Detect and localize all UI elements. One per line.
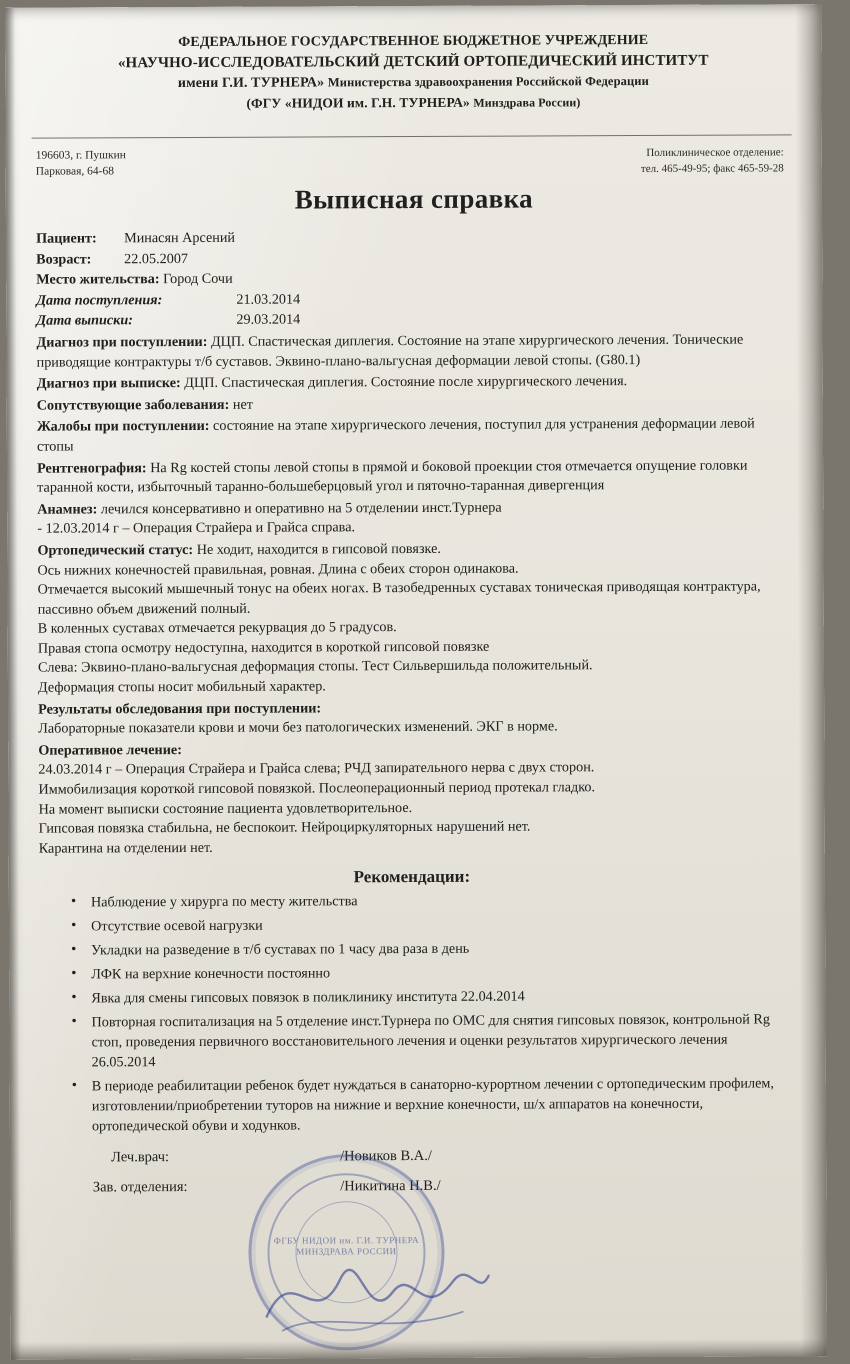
recommendations-title: Рекомендации:	[353, 867, 471, 887]
signature-head-name: /Никитина Н.В./	[340, 1177, 441, 1194]
section-comorbidities-text: нет	[232, 396, 253, 413]
section-orthopedic-status-label: Ортопедический статус:	[37, 541, 194, 559]
status-line-knees: В коленных суставах отмечается рекурвация до 5 градусов.	[37, 619, 397, 637]
list-item: • В периоде реабилитации ребенок будет нуждаться в санаторно-курортном лечении с ортопедическим профилем, изготовлении/приобретении туторов на нижние и верхние конечности, ш/х аппаратов на конечности, ортопедической обуви и ходунков.	[70, 1073, 786, 1136]
field-patient-label: Пациент:	[36, 230, 97, 247]
section-radiography	[37, 456, 783, 498]
operative-line-2: Иммобилизация короткой гипсовой повязкой. Послеоперационный период протекал гладко.	[38, 779, 596, 798]
field-patient	[36, 226, 782, 249]
section-operative-treatment-label: Оперативное лечение:	[38, 741, 182, 759]
section-anamnesis-label: Анамнез:	[37, 501, 98, 518]
list-item: • Повторная госпитализация на 5 отделение инст.Турнера по ОМС для снятия гипсовых повязок, контрольной Rg стоп, проведения первичного восстановительного лечения и оценки результатов хирургического лечения 26.05.2014	[69, 1009, 785, 1072]
document-title: Выписная справка	[294, 183, 534, 215]
field-admission-date	[36, 288, 782, 311]
handwritten-signature	[262, 1238, 492, 1349]
field-patient-value: Минасян Арсений	[124, 229, 236, 247]
section-admission-diagnosis	[36, 330, 782, 372]
signature-head	[40, 1175, 786, 1198]
section-discharge-diagnosis-label: Диагноз при выписке:	[36, 375, 181, 392]
operative-line-4: Гипсовая повязка стабильна, не беспокоит. Нейроциркуляторных нарушений нет.	[38, 818, 531, 837]
field-age	[36, 247, 782, 270]
list-item: • Наблюдение у хирурга по месту жительства	[69, 889, 785, 912]
operative-line-3: На момент выписки состояние пациента удовлетворительное.	[38, 799, 413, 818]
operative-line-5: Карантина на отделении нет.	[38, 839, 213, 857]
field-admission-date-value: 21.03.2014	[236, 291, 301, 308]
document-body	[36, 226, 786, 1207]
clinic-department: Поликлиническое отделение:	[646, 146, 784, 159]
section-complaints-text: состояние на этапе хирургического лечения, поступил для устранения деформации левой стопы	[36, 415, 755, 455]
list-item: • Отсутствие осевой нагрузки	[69, 913, 785, 936]
list-item: • ЛФК на верхние конечности постоянно	[69, 961, 785, 984]
section-discharge-diagnosis	[37, 372, 783, 395]
address-line-2: Парковая, 64-68	[35, 165, 114, 178]
section-anamnesis-operation-text: - 12.03.2014 г – Операция Страйера и Грайса справа.	[37, 519, 356, 537]
institution-header	[5, 4, 821, 115]
header-line-3-bold: имени Г.И. ТУРНЕРА»	[177, 75, 325, 92]
section-comorbidities-label: Сопутствующие заболевания:	[36, 396, 230, 414]
status-line-mobility: Деформация стопы носит мобильный характер.	[37, 678, 326, 696]
field-age-label: Возраст:	[36, 251, 92, 268]
clinic-contacts	[641, 144, 784, 177]
header-line-4	[53, 91, 773, 114]
signature-doctor	[40, 1145, 786, 1168]
section-discharge-diagnosis-text: ДЦП. Спастическая диплегия. Состояние после хирургического лечения.	[184, 373, 628, 392]
section-radiography-label: Рентгенография:	[37, 459, 147, 477]
section-examination-results-label: Результаты обследования при поступлении:	[38, 700, 322, 718]
signature-head-role: Зав. отделения:	[92, 1178, 188, 1196]
field-age-value: 22.05.2007	[124, 250, 189, 267]
field-admission-date-label: Дата поступления:	[36, 291, 163, 309]
header-line-2: «НАУЧНО-ИССЛЕДОВАТЕЛЬСКИЙ ДЕТСКИЙ ОРТОПЕДИЧЕСКИЙ ИНСТИТУТ	[117, 52, 709, 72]
section-complaints-label: Жалобы при поступлении:	[36, 418, 210, 435]
field-residence-label: Место жительства:	[36, 271, 160, 288]
section-comorbidities	[37, 393, 783, 416]
signature-doctor-name: /Новиков В.А./	[340, 1147, 432, 1165]
section-orthopedic-status-text: Не ходит, находится в гипсовой повязке.	[196, 540, 441, 558]
scanned-sheet	[5, 4, 827, 1360]
section-radiography-text: На Rg костей стопы левой стопы в прямой и боковой проекции стоя отмечается опущение головки таранной кости, избыточный таранно-большеберцовый угол и пяточно-таранная дивергенция	[37, 457, 748, 496]
header-line-1: ФЕДЕРАЛЬНОЕ ГОСУДАРСТВЕННОЕ БЮДЖЕТНОЕ УЧРЕЖДЕНИЕ	[178, 32, 649, 51]
operative-line-1: 24.03.2014 г – Операция Страйера и Грайса слева; РЧД запирательного нерва с двух сторон.	[38, 759, 595, 779]
section-complaints	[37, 415, 783, 457]
header-line-4-small: Минздрава России)	[473, 95, 581, 110]
address-line-1: 196603, г. Пушкин	[35, 149, 126, 162]
field-residence-value: Город Сочи	[163, 270, 233, 288]
section-anamnesis-text: лечился консервативно и оперативно на 5 отделении инст.Турнера	[100, 499, 502, 518]
address-block	[36, 147, 126, 179]
field-residence	[36, 268, 782, 291]
list-item: • Явка для смены гипсовых повязок в поликлинику института 22.04.2014	[69, 985, 785, 1008]
section-admission-diagnosis-label: Диагноз при поступлении:	[36, 333, 208, 351]
document-content	[5, 4, 827, 1360]
status-line-left-foot: Слева: Эквино-плано-вальгусная деформация стопы. Тест Сильвершильда положительный.	[37, 657, 593, 677]
stamp-text: ФГБУ НИДОИ им. Г.И. ТУРНЕРА МИНЗДРАВА РОССИИ	[273, 1234, 420, 1257]
signature-block	[40, 1145, 786, 1197]
list-item: • Укладки на разведение в т/б суставах по 1 часу два раза в день	[69, 937, 785, 960]
header-line-4-bold: (ФГУ «НИДОИ им. Г.Н. ТУРНЕРА»	[246, 94, 470, 111]
header-line-3-small: Министерства здравоохранения Российской Федерации	[327, 73, 649, 90]
field-discharge-date	[36, 309, 782, 332]
recommendations-list	[39, 889, 786, 1136]
signature-doctor-role: Леч.врач:	[111, 1149, 170, 1166]
header-divider	[32, 134, 792, 138]
clinic-phone: тел. 465-49-95; факс 465-59-28	[640, 162, 784, 176]
section-admission-diagnosis-text: ДЦП. Спастическая диплегия. Состояние на этапе хирургического лечения. Тонические приводящие контрактуры т/б суставов. Эквино-плано-вальгусная деформации левой стопы. (G80.1)	[36, 331, 744, 371]
status-line-axis: Ось нижних конечностей правильная, ровная. Длина с обеих сторон одинакова.	[37, 560, 519, 579]
section-examination-results-text: Лабораторные показатели крови и мочи без патологических изменений. ЭКГ в норме.	[38, 718, 558, 737]
section-anamnesis-operation	[37, 517, 783, 540]
status-line-tone: Отмечается высокий мышечный тонус на обеих ногах. В тазобедренных суставах тоническая приводящая контрактура, пассивно объем движений полный.	[37, 578, 761, 618]
field-discharge-date-value: 29.03.2014	[236, 311, 301, 329]
field-discharge-date-label: Дата выписки:	[36, 312, 133, 330]
status-line-right-foot: Правая стопа осмотру недоступна, находится в короткой гипсовой повязке	[37, 638, 490, 657]
